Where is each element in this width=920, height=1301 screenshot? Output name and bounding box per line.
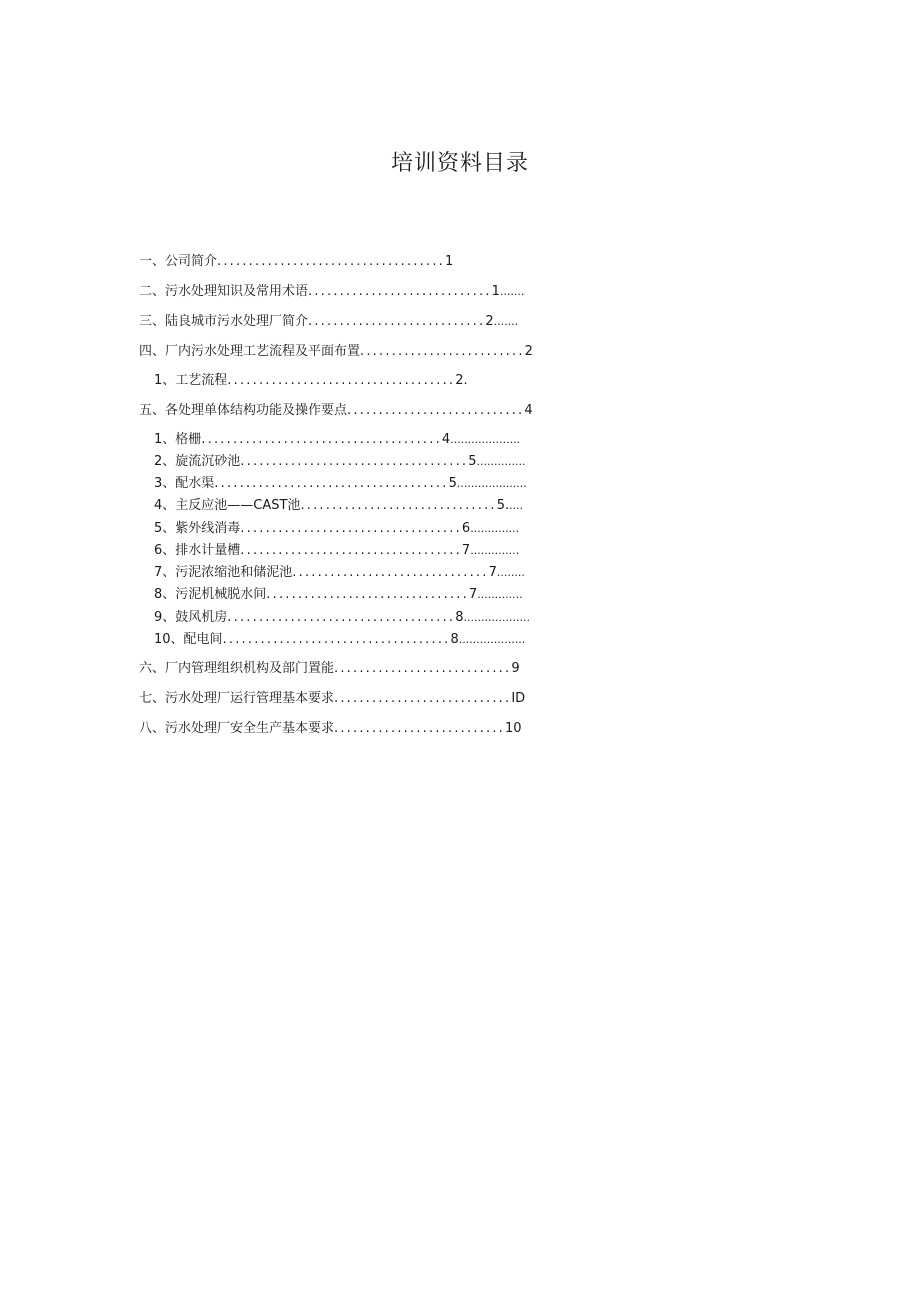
toc-leader-dots: ............................: [308, 314, 486, 329]
toc-page-number: ID: [511, 691, 526, 706]
toc-entry-label: 七、污水处理厂运行管理基本要求: [139, 691, 335, 706]
toc-entry-label: 一、公司简介: [139, 254, 218, 269]
toc-entry-label: 三、陆良城市污水处理厂简介: [139, 314, 309, 329]
toc-entry[interactable]: [139, 689, 525, 709]
toc-entry[interactable]: [154, 474, 527, 494]
toc-page-number: 8: [455, 610, 464, 625]
toc-entry[interactable]: [139, 282, 524, 302]
toc-entry-label: 10、配电间: [154, 632, 223, 647]
toc-trailing-dots: ....................: [450, 433, 521, 446]
toc-entry-label: 六、厂内管理组织机构及部门置能: [139, 661, 335, 676]
toc-entry-label: 五、各处理单体结构功能及操作要点: [139, 403, 348, 418]
toc-entry-label: 9、鼓风机房: [154, 610, 228, 625]
toc-page-number: 2: [524, 344, 533, 359]
toc-leader-dots: ............................: [334, 691, 512, 706]
toc-entry-label: 1、工艺流程: [154, 373, 228, 388]
toc-leader-dots: ............................: [347, 403, 525, 418]
toc-entry-label: 四、厂内污水处理工艺流程及平面布置: [139, 344, 361, 359]
toc-page-number: 5: [468, 454, 477, 469]
toc-trailing-dots: ..............: [470, 544, 520, 557]
toc-entry-label: 4、主反应池——CAST池: [154, 498, 301, 513]
toc-entry[interactable]: [139, 401, 533, 421]
toc-leader-dots: ...................................: [240, 521, 462, 536]
toc-leader-dots: ....................................: [222, 632, 451, 647]
toc-entry-label: 二、污水处理知识及常用术语: [139, 284, 309, 299]
toc-entry[interactable]: [154, 563, 525, 583]
toc-page-number: 1: [491, 284, 500, 299]
toc-entry[interactable]: [154, 519, 519, 539]
toc-entry-label: 2、旋流沉砂池: [154, 454, 241, 469]
toc-page-number: 2.: [455, 373, 468, 388]
toc-entry-label: 3、配水渠: [154, 476, 215, 491]
toc-entry[interactable]: [154, 608, 530, 628]
toc-entry-label: 7、污泥浓缩池和储泥池: [154, 565, 293, 580]
toc-trailing-dots: ..............: [470, 522, 520, 535]
toc-leader-dots: ................................: [266, 587, 469, 602]
toc-trailing-dots: ...................: [463, 611, 530, 624]
toc-entry[interactable]: [139, 719, 522, 739]
toc-trailing-dots: ....: [509, 499, 524, 512]
toc-leader-dots: ......................................: [201, 432, 442, 447]
toc-trailing-dots: .............: [477, 588, 523, 601]
toc-entry-label: 1、格栅: [154, 432, 202, 447]
document-title: 培训资料目录: [390, 151, 529, 176]
toc-leader-dots: ....................................: [227, 373, 456, 388]
toc-page-number: 6: [461, 521, 471, 536]
toc-trailing-dots: .......: [499, 285, 525, 298]
toc-trailing-dots: .......: [493, 315, 519, 328]
toc-leader-dots: .....................................: [214, 476, 449, 491]
toc-entry[interactable]: [154, 430, 520, 450]
toc-entry-label: 8、污泥机械脱水间: [154, 587, 267, 602]
toc-page-number: 4: [441, 432, 451, 447]
toc-entry[interactable]: [154, 496, 523, 516]
toc-entry[interactable]: [139, 659, 520, 679]
toc-page-number: 7: [468, 587, 478, 602]
toc-entry-label: 八、污水处理厂安全生产基本要求: [139, 721, 335, 736]
toc-leader-dots: ....................................: [217, 254, 445, 269]
toc-page-number: 5.: [496, 498, 510, 513]
toc-leader-dots: ...............................: [292, 565, 489, 580]
toc-page-number: 7: [461, 543, 471, 558]
toc-page-number: 4: [524, 403, 533, 418]
toc-page-number: 10: [505, 721, 522, 736]
toc-entry[interactable]: [154, 452, 525, 472]
toc-trailing-dots: ........: [496, 566, 525, 579]
toc-trailing-dots: ....................: [456, 477, 527, 490]
toc-leader-dots: ....................................: [227, 610, 456, 625]
toc-entry[interactable]: [154, 371, 468, 391]
toc-leader-dots: ....................................: [240, 454, 469, 469]
toc-entry[interactable]: [154, 585, 523, 605]
toc-page-number: 5: [448, 476, 457, 491]
toc-entry[interactable]: [154, 630, 525, 650]
toc-page-number: 9: [511, 661, 520, 676]
toc-entry[interactable]: [139, 252, 453, 272]
toc-trailing-dots: ..............: [476, 455, 526, 468]
toc-page-number: 1: [444, 254, 454, 269]
toc-page-number: 8: [450, 632, 459, 647]
toc-entry-label: 6、排水计量槽: [154, 543, 241, 558]
toc-leader-dots: ............................: [334, 661, 512, 676]
toc-page-number: 2: [485, 314, 494, 329]
toc-entry[interactable]: [139, 342, 533, 362]
toc-entry[interactable]: [139, 312, 518, 332]
toc-leader-dots: ...............................: [300, 498, 497, 513]
toc-entry[interactable]: [154, 541, 519, 561]
toc-leader-dots: ..........................: [360, 344, 525, 359]
toc-page-number: 7: [488, 565, 497, 580]
toc-leader-dots: ...................................: [240, 543, 462, 558]
toc-entry-label: 5、紫外线消毒: [154, 521, 241, 536]
toc-trailing-dots: ...................: [458, 633, 526, 646]
toc-leader-dots: ...........................: [334, 721, 505, 736]
toc-leader-dots: .............................: [308, 284, 492, 299]
